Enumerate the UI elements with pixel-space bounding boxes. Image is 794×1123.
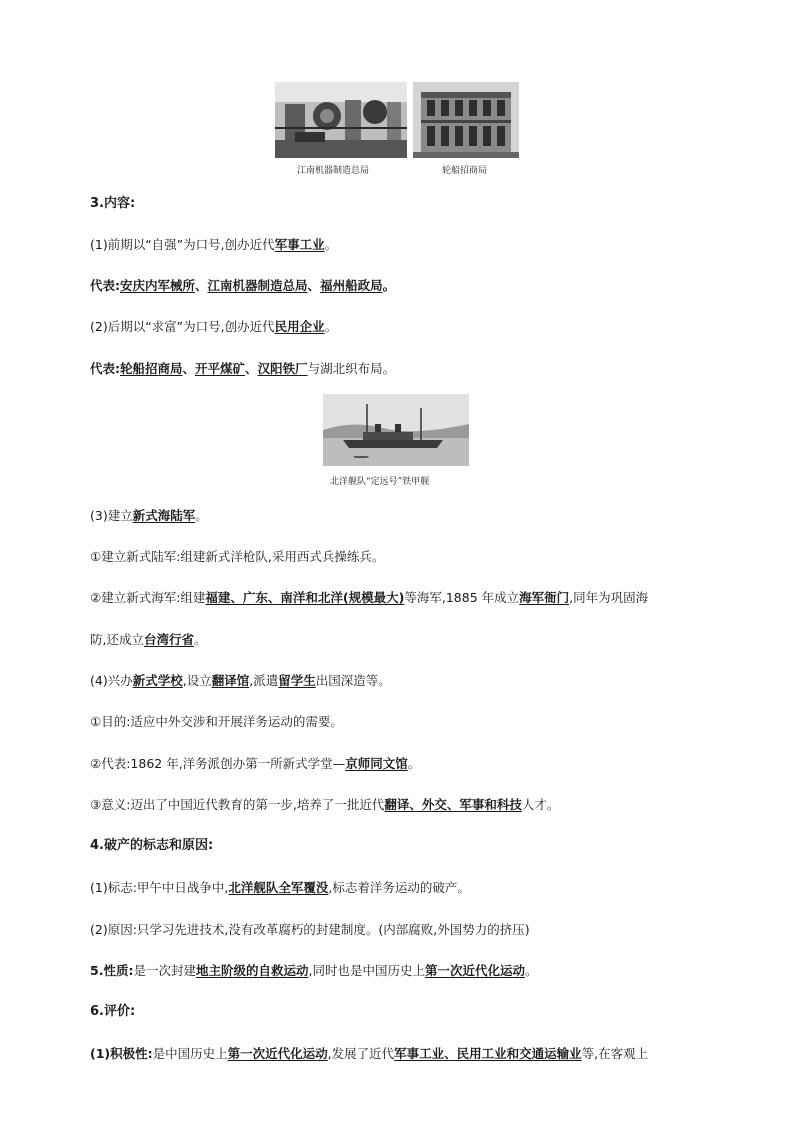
key-term: 翻译、外交、军事和科技 [384, 797, 522, 812]
key-term: 安庆内军械所 [120, 278, 196, 293]
text-run: (1)标志:甲午中日战争中, [90, 880, 229, 895]
text-run: ②建立新式海军:组建 [90, 590, 206, 605]
key-term: 民用企业 [274, 319, 325, 334]
text-run: 6.评价: [90, 1004, 136, 1019]
text-run: (1)积极性: [90, 1046, 153, 1061]
section-heading-content [90, 196, 135, 212]
key-term: 留学生 [278, 673, 316, 688]
text-run: 等,在客观上 [581, 1046, 649, 1061]
text-run: 、 [307, 278, 321, 293]
key-term: 新式海陆军 [132, 508, 196, 523]
content-item-new-army-navy [90, 508, 208, 524]
key-term: 新式学校 [132, 673, 183, 688]
text-run: 。 [524, 963, 538, 978]
key-term: 第一次近代化运动 [227, 1046, 328, 1061]
text-run: ,同时也是中国历史上 [308, 963, 425, 978]
text-run: 、 [245, 361, 258, 376]
text-run: 、 [195, 278, 208, 293]
text-run: ,发展了近代 [327, 1046, 395, 1061]
text-run: ①目的:适应中外交涉和开展洋务运动的需要。 [90, 714, 343, 729]
bankruptcy-sign [90, 880, 470, 896]
content-early-representatives [90, 278, 395, 294]
text-run: 4.破产的标志和原因: [90, 838, 214, 853]
key-term: 翻译馆 [211, 673, 250, 688]
content-schools-purpose [90, 714, 343, 730]
text-run: ,同年为巩固海 [569, 590, 649, 605]
text-run: ③意义:迈出了中国近代教育的第一步,培养了一批近代 [90, 797, 385, 812]
content-item-new-schools [90, 673, 391, 689]
text-run: ①建立新式陆军:组建新式洋枪队,采用西式兵操练兵。 [90, 549, 385, 564]
key-term: 军事工业、民用工业和交通运输业 [394, 1046, 582, 1061]
china-merchants-building-photo [413, 82, 519, 158]
text-run: 、 [182, 361, 196, 376]
text-run: (2)后期以“求富”为口号,创办近代 [90, 319, 275, 334]
section-nature [90, 963, 538, 979]
text-run: 等海军,1885 年成立 [404, 590, 520, 605]
figure-caption-merchants: 轮船招商局 [442, 166, 488, 176]
key-term: 福州船政局 [320, 278, 383, 293]
text-run: 代表: [90, 278, 120, 293]
text-run: ,标志着洋务运动的破产。 [328, 880, 470, 895]
text-run: 是一次封建 [133, 963, 196, 978]
content-schools-representative [90, 756, 420, 772]
text-run: (2)原因:只学习先进技术,没有改革腐朽的封建制度。(内部腐败,外国势力的挤压) [90, 922, 530, 937]
key-term: 开平煤矿 [195, 361, 246, 376]
text-run: 。 [382, 278, 396, 293]
text-run: 5.性质: [90, 963, 134, 978]
key-term: 汉阳铁厂 [257, 361, 308, 376]
text-run: 3.内容: [90, 196, 136, 211]
key-term: 轮船招商局 [120, 361, 183, 376]
content-late-representatives [90, 361, 395, 377]
text-run: 与湖北织布局。 [307, 361, 396, 376]
section-heading-bankruptcy [90, 838, 213, 854]
key-term: 第一次近代化运动 [424, 963, 525, 978]
text-run: ,设立 [182, 673, 212, 688]
text-run: 。 [324, 319, 338, 334]
section-heading-evaluation [90, 1004, 135, 1020]
figure-caption-dingyuan: 北洋舰队“定远号”铁甲舰 [330, 477, 430, 487]
key-term: 军事工业 [274, 237, 325, 252]
bankruptcy-reason [90, 922, 530, 938]
figure-caption-jiangnan: 江南机器制造总局 [297, 166, 370, 176]
key-term: 海军衙门 [519, 590, 570, 605]
key-term: 京师同文馆 [345, 756, 408, 771]
text-run: 代表: [90, 361, 120, 376]
key-term: 江南机器制造总局 [207, 278, 308, 293]
key-term: 北洋舰队全军覆没 [228, 880, 329, 895]
text-run: 防,还成立 [90, 632, 144, 647]
text-run: ,派遣 [249, 673, 279, 688]
evaluation-positive [90, 1046, 648, 1062]
text-run: 。 [195, 508, 208, 523]
text-run: (1)前期以“自强”为口号,创办近代 [90, 237, 275, 252]
text-run: 。 [324, 237, 338, 252]
text-run: ②代表:1862 年,洋务派创办第一所新式学堂— [90, 756, 346, 771]
text-run: 人才。 [521, 797, 560, 812]
dingyuan-battleship-photo [323, 394, 469, 466]
content-item-late-period [90, 319, 337, 335]
text-run: (3)建立 [90, 508, 133, 523]
content-new-army [90, 549, 384, 565]
text-run: 是中国历史上 [152, 1046, 228, 1061]
jiangnan-arsenal-photo [275, 82, 407, 158]
content-item-early-period [90, 237, 337, 253]
text-run: 。 [194, 632, 207, 647]
key-term: 地主阶级的自救运动 [195, 963, 309, 978]
text-run: 。 [407, 756, 421, 771]
key-term: 福建、广东、南洋和北洋(规模最大) [205, 590, 405, 605]
content-schools-significance [90, 797, 559, 813]
text-run: 出国深造等。 [315, 673, 391, 688]
content-new-navy-cont [90, 632, 207, 648]
content-new-navy [90, 590, 648, 606]
key-term: 台湾行省 [143, 632, 194, 647]
text-run: (4)兴办 [90, 673, 133, 688]
